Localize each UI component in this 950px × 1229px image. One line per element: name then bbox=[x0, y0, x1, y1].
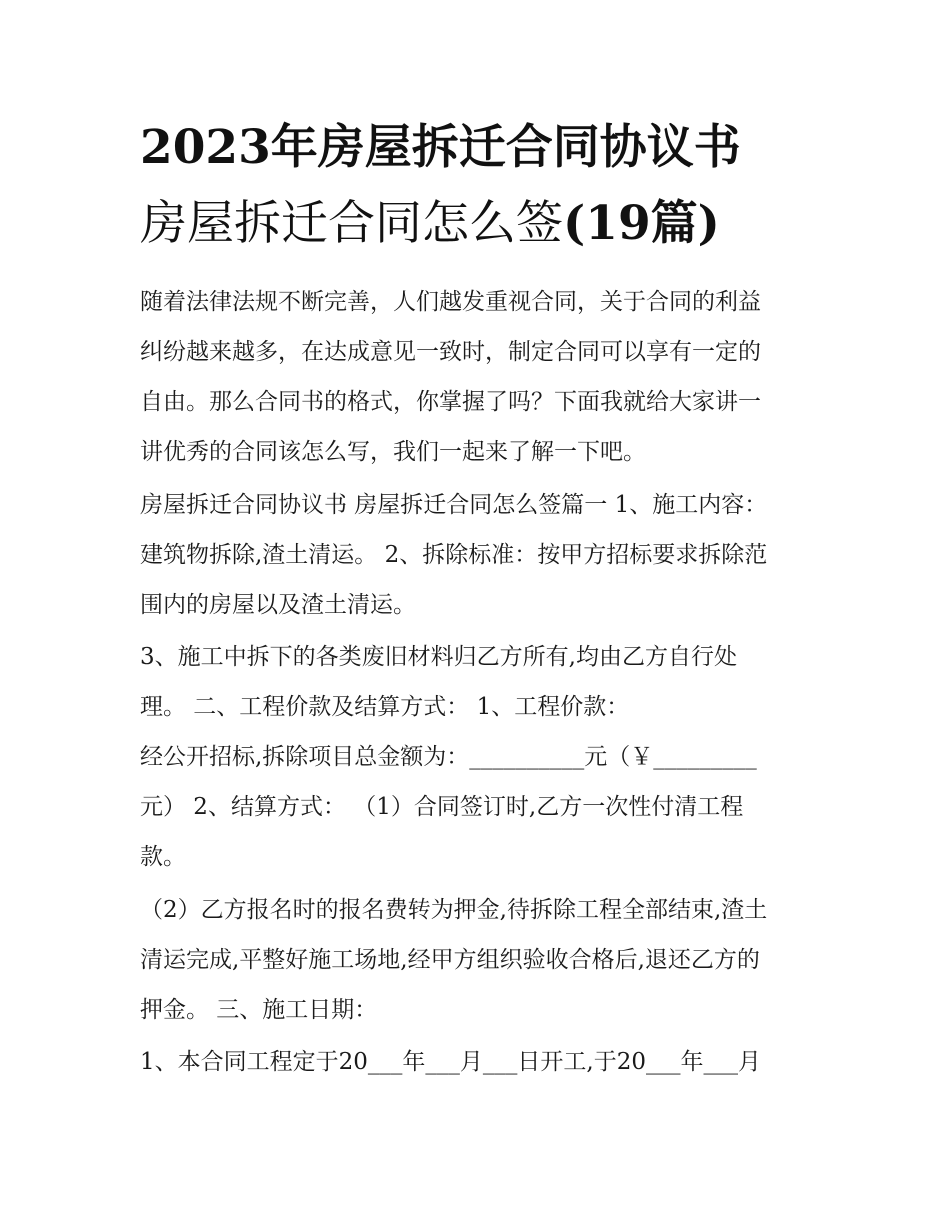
document-title-line-2-prefix: 房屋拆迁合同怎么签 bbox=[140, 196, 563, 251]
body-line-11: 元） 2、结算方式： （1）合同签订时,乙方一次性付清工程 bbox=[140, 794, 744, 820]
body-line-5: 房屋拆迁合同协议书 房屋拆迁合同怎么签篇一 1、施工内容： bbox=[140, 492, 768, 518]
body-line-7: 围内的房屋以及渣土清运。 bbox=[140, 592, 416, 618]
document-title-line-1: 2023年房屋拆迁合同协议书 bbox=[140, 120, 741, 175]
body-line-15: 押金。 三、施工日期： bbox=[140, 997, 378, 1023]
body-line-14: 清运完成,平整好施工场地,经甲方组织验收合格后,退还乙方的 bbox=[140, 947, 760, 973]
body-line-13: （2）乙方报名时的报名费转为押金,待拆除工程全部结束,渣土 bbox=[140, 897, 768, 923]
body-line-1: 随着法律法规不断完善，人们越发重视合同，关于合同的利益 bbox=[140, 289, 761, 315]
body-line-16: 1、本合同工程定于20___年___月___日开工,于20___年___月 bbox=[140, 1049, 761, 1075]
document-title-line-2-suffix: (19篇) bbox=[563, 196, 720, 251]
body-line-9: 理。 二、工程价款及结算方式： 1、工程价款： bbox=[140, 694, 630, 720]
body-line-12: 款。 bbox=[140, 844, 186, 870]
body-line-4: 讲优秀的合同该怎么写，我们一起来了解一下吧。 bbox=[140, 439, 646, 465]
body-line-6: 建筑物拆除,渣土清运。 2、拆除标准：按甲方招标要求拆除范 bbox=[140, 542, 768, 568]
body-line-2: 纠纷越来越多，在达成意见一致时，制定合同可以享有一定的 bbox=[140, 339, 761, 365]
document-title-line-2 bbox=[140, 196, 720, 251]
body-line-3: 自由。那么合同书的格式，你掌握了吗？下面我就给大家讲一 bbox=[140, 389, 761, 415]
body-line-10: 经公开招标,拆除项目总金额为：__________元（￥_________ bbox=[140, 744, 757, 770]
body-line-8: 3、施工中拆下的各类废旧材料归乙方所有,均由乙方自行处 bbox=[140, 644, 737, 670]
